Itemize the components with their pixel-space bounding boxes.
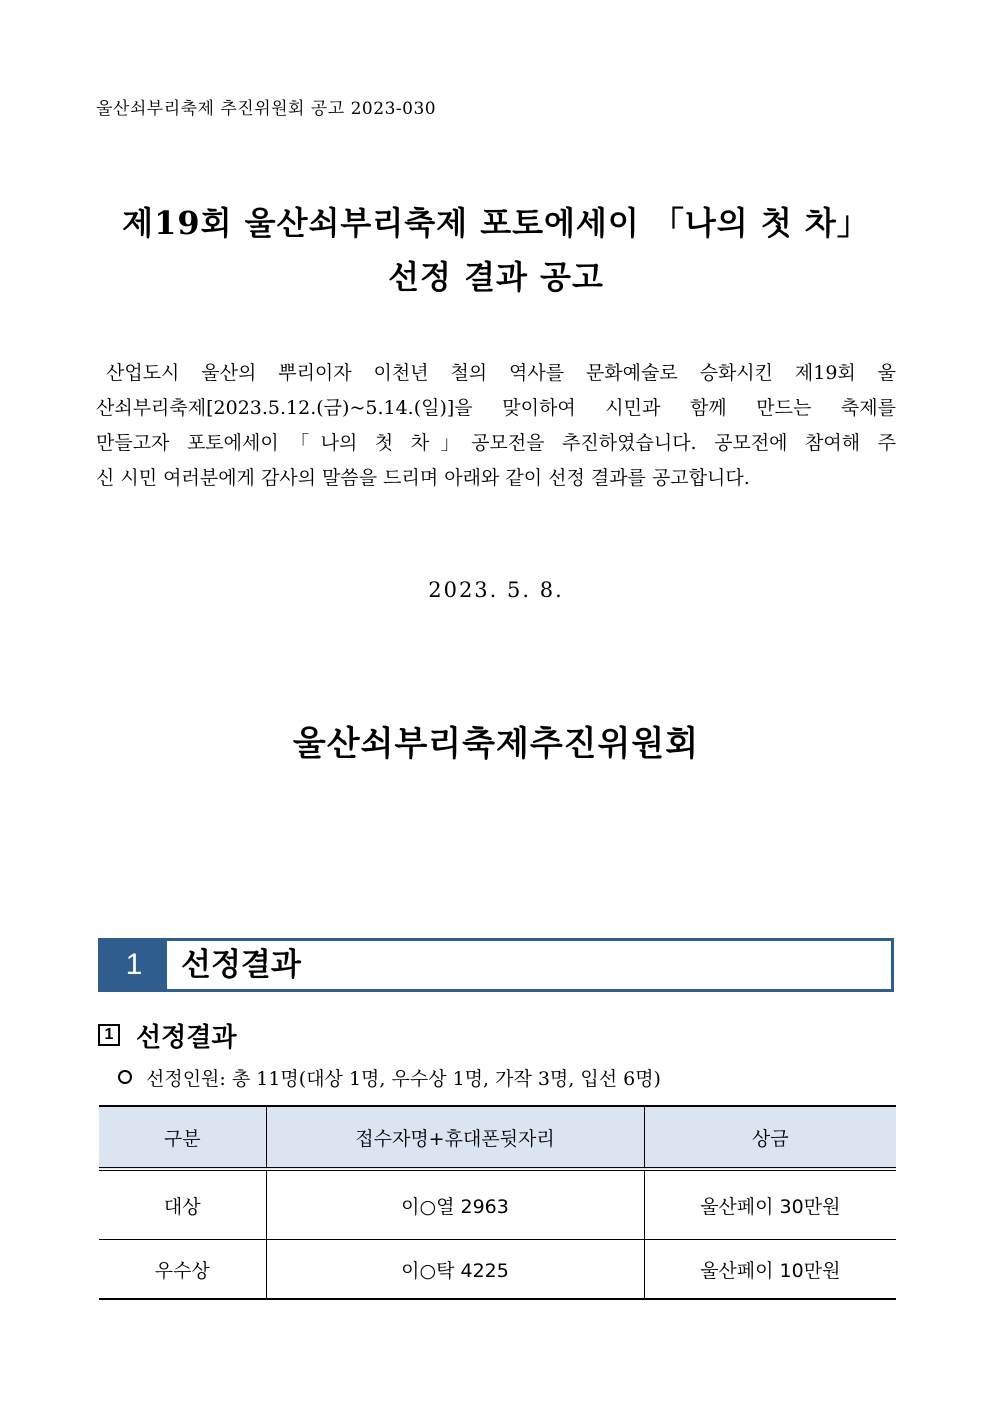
section-title: 선정결과	[181, 947, 301, 983]
table-row	[99, 1169, 896, 1240]
body-line: 산쇠부리축제[2023.5.12.(금)~5.14.(일)]을 맞이하여 시민과 함께 만드는 축제를	[96, 397, 896, 419]
bullet-item	[118, 1062, 661, 1092]
title-line-1: 제19회 울산쇠부리축제 포토에세이 「나의 첫 차」	[122, 204, 870, 242]
body-line: 만들고자 포토에세이「나의 첫 차」공모전을 추진하였습니다. 공모전에 참여해 주	[96, 432, 896, 454]
cell-category: 우수상	[99, 1240, 266, 1300]
cell-applicant: 이○열 2963	[266, 1169, 644, 1240]
table-header-row	[99, 1106, 896, 1169]
result-table	[99, 1105, 896, 1300]
announcement-body	[96, 356, 896, 496]
subsection-number-box: 1	[98, 1024, 120, 1046]
organization-name: 울산쇠부리축제추진위원회	[292, 724, 700, 764]
notice-number: 울산쇠부리축제 추진위원회 공고 2023-030	[96, 99, 437, 119]
body-line: 신 시민 여러분에게 감사의 말씀을 드리며 아래와 같이 선정 결과를 공고합니다.	[96, 467, 750, 489]
subsection-title: 선정결과	[136, 1022, 237, 1053]
header-prize: 상금	[644, 1106, 896, 1169]
cell-prize: 울산페이 10만원	[644, 1240, 896, 1300]
announcement-date: 2023. 5. 8.	[428, 578, 564, 602]
bullet-text: 선정인원: 총 11명(대상 1명, 우수상 1명, 가작 3명, 입선 6명)	[146, 1067, 661, 1090]
section-header	[98, 938, 894, 992]
table-row	[99, 1240, 896, 1300]
title-line-2: 선정 결과 공고	[388, 258, 604, 296]
cell-prize: 울산페이 30만원	[644, 1169, 896, 1240]
body-line: 산업도시 울산의 뿌리이자 이천년 철의 역사를 문화예술로 승화시킨 제19회 울	[106, 362, 896, 384]
header-category: 구분	[99, 1106, 266, 1169]
header-applicant: 접수자명+휴대폰뒷자리	[266, 1106, 644, 1169]
section-number: 1	[101, 941, 167, 989]
circle-bullet-icon	[118, 1070, 132, 1084]
cell-category: 대상	[99, 1169, 266, 1240]
subsection-header	[98, 1018, 236, 1052]
cell-applicant: 이○탁 4225	[266, 1240, 644, 1300]
